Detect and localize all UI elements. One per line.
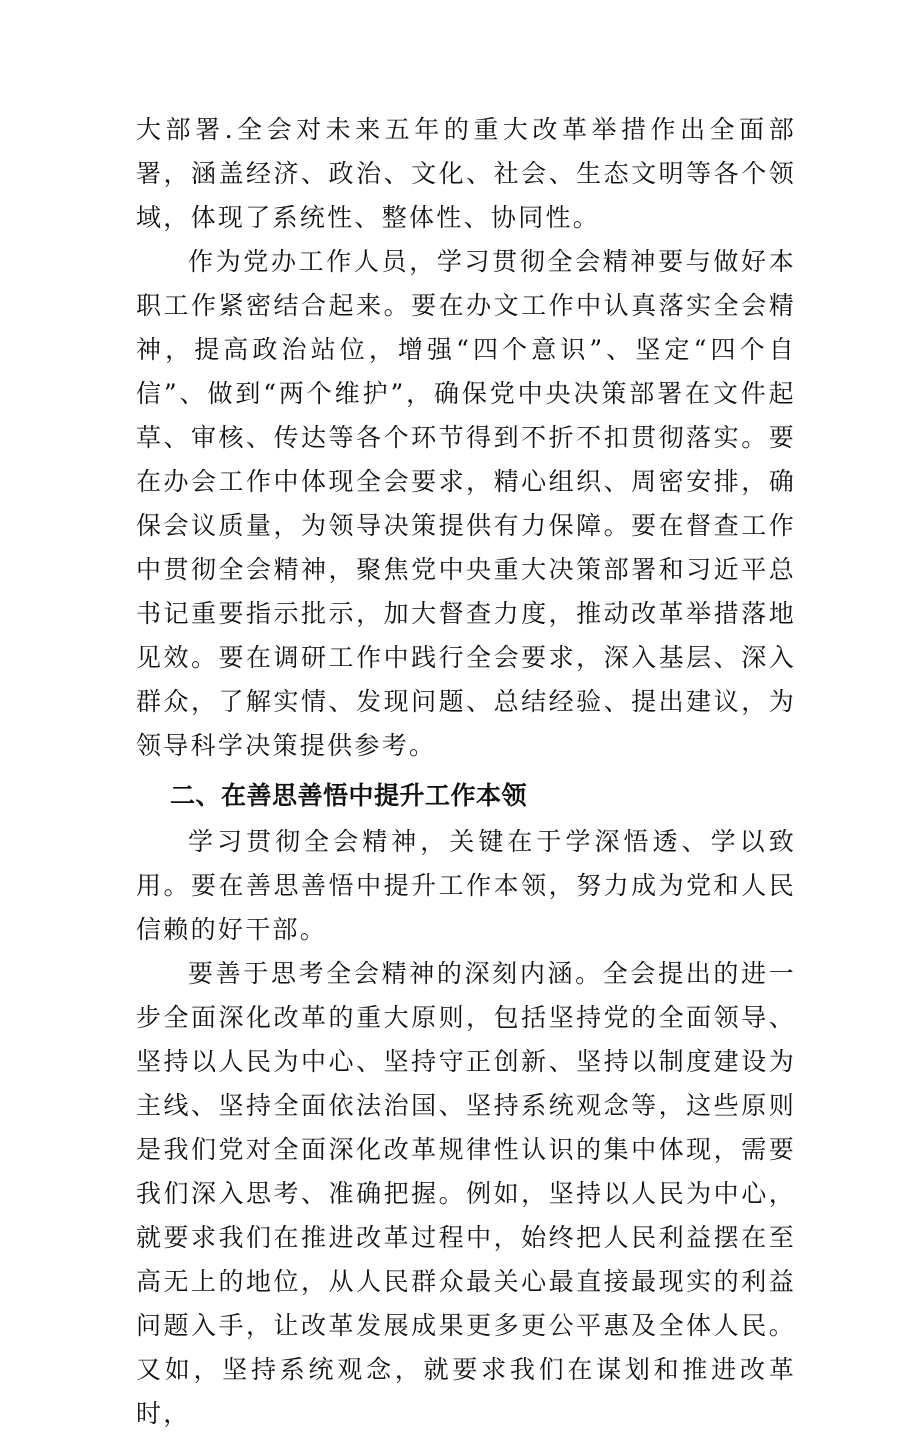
document-body (136, 108, 796, 1436)
paragraph-section-intro: 学习贯彻全会精神，关键在于学深悟透、学以致用。要在善思善悟中提升工作本领，努力成为党和人民信赖的好干部。 (136, 827, 796, 944)
paragraph-reform-principles: 要善于思考全会精神的深刻内涵。全会提出的进一步全面深化改革的重大原则，包括坚持党的全面领导、坚持以人民为中心、坚持守正创新、坚持以制度建设为主线、坚持全面依法治国、坚持系统观念等，这些原则是我们党对全面深化改革规律性认识的集中体现，需要我们深入思考、准确把握。例如，坚持以人民为中心，就要求我们在推进改革过程中，始终把人民利益摆在至高无上的地位，从人民群众最关心最直接最现实的利益问题入手，让改革发展成果更多更公平惠及全体人民。又如，坚持系统观念，就要求我们在谋划和推进改革时， (136, 959, 796, 1428)
section-heading-2: 二、在善思善悟中提升工作本领 (170, 781, 528, 810)
paragraph-continuation: 大部署.全会对未来五年的重大改革举措作出全面部署，涵盖经济、政治、文化、社会、生态文明等各个领域，体现了系统性、整体性、协同性。 (136, 115, 796, 232)
paragraph-party-office-duties: 作为党办工作人员，学习贯彻全会精神要与做好本职工作紧密结合起来。要在办文工作中认真落实全会精神，提高政治站位，增强“四个意识”、坚定“四个自信”、做到“两个维护”，确保党中央决策部署在文件起草、审核、传达等各个环节得到不折不扣贯彻落实。要在办会工作中体现全会要求，精心组织、周密安排，确保会议质量，为领导决策提供有力保障。要在督查工作中贯彻全会精神，聚焦党中央重大决策部署和习近平总书记重要指示批示，加大督查力度，推动改革举措落地见效。要在调研工作中践行全会要求，深入基层、深入群众，了解实情、发现问题、总结经验、提出建议，为领导科学决策提供参考。 (136, 247, 796, 760)
